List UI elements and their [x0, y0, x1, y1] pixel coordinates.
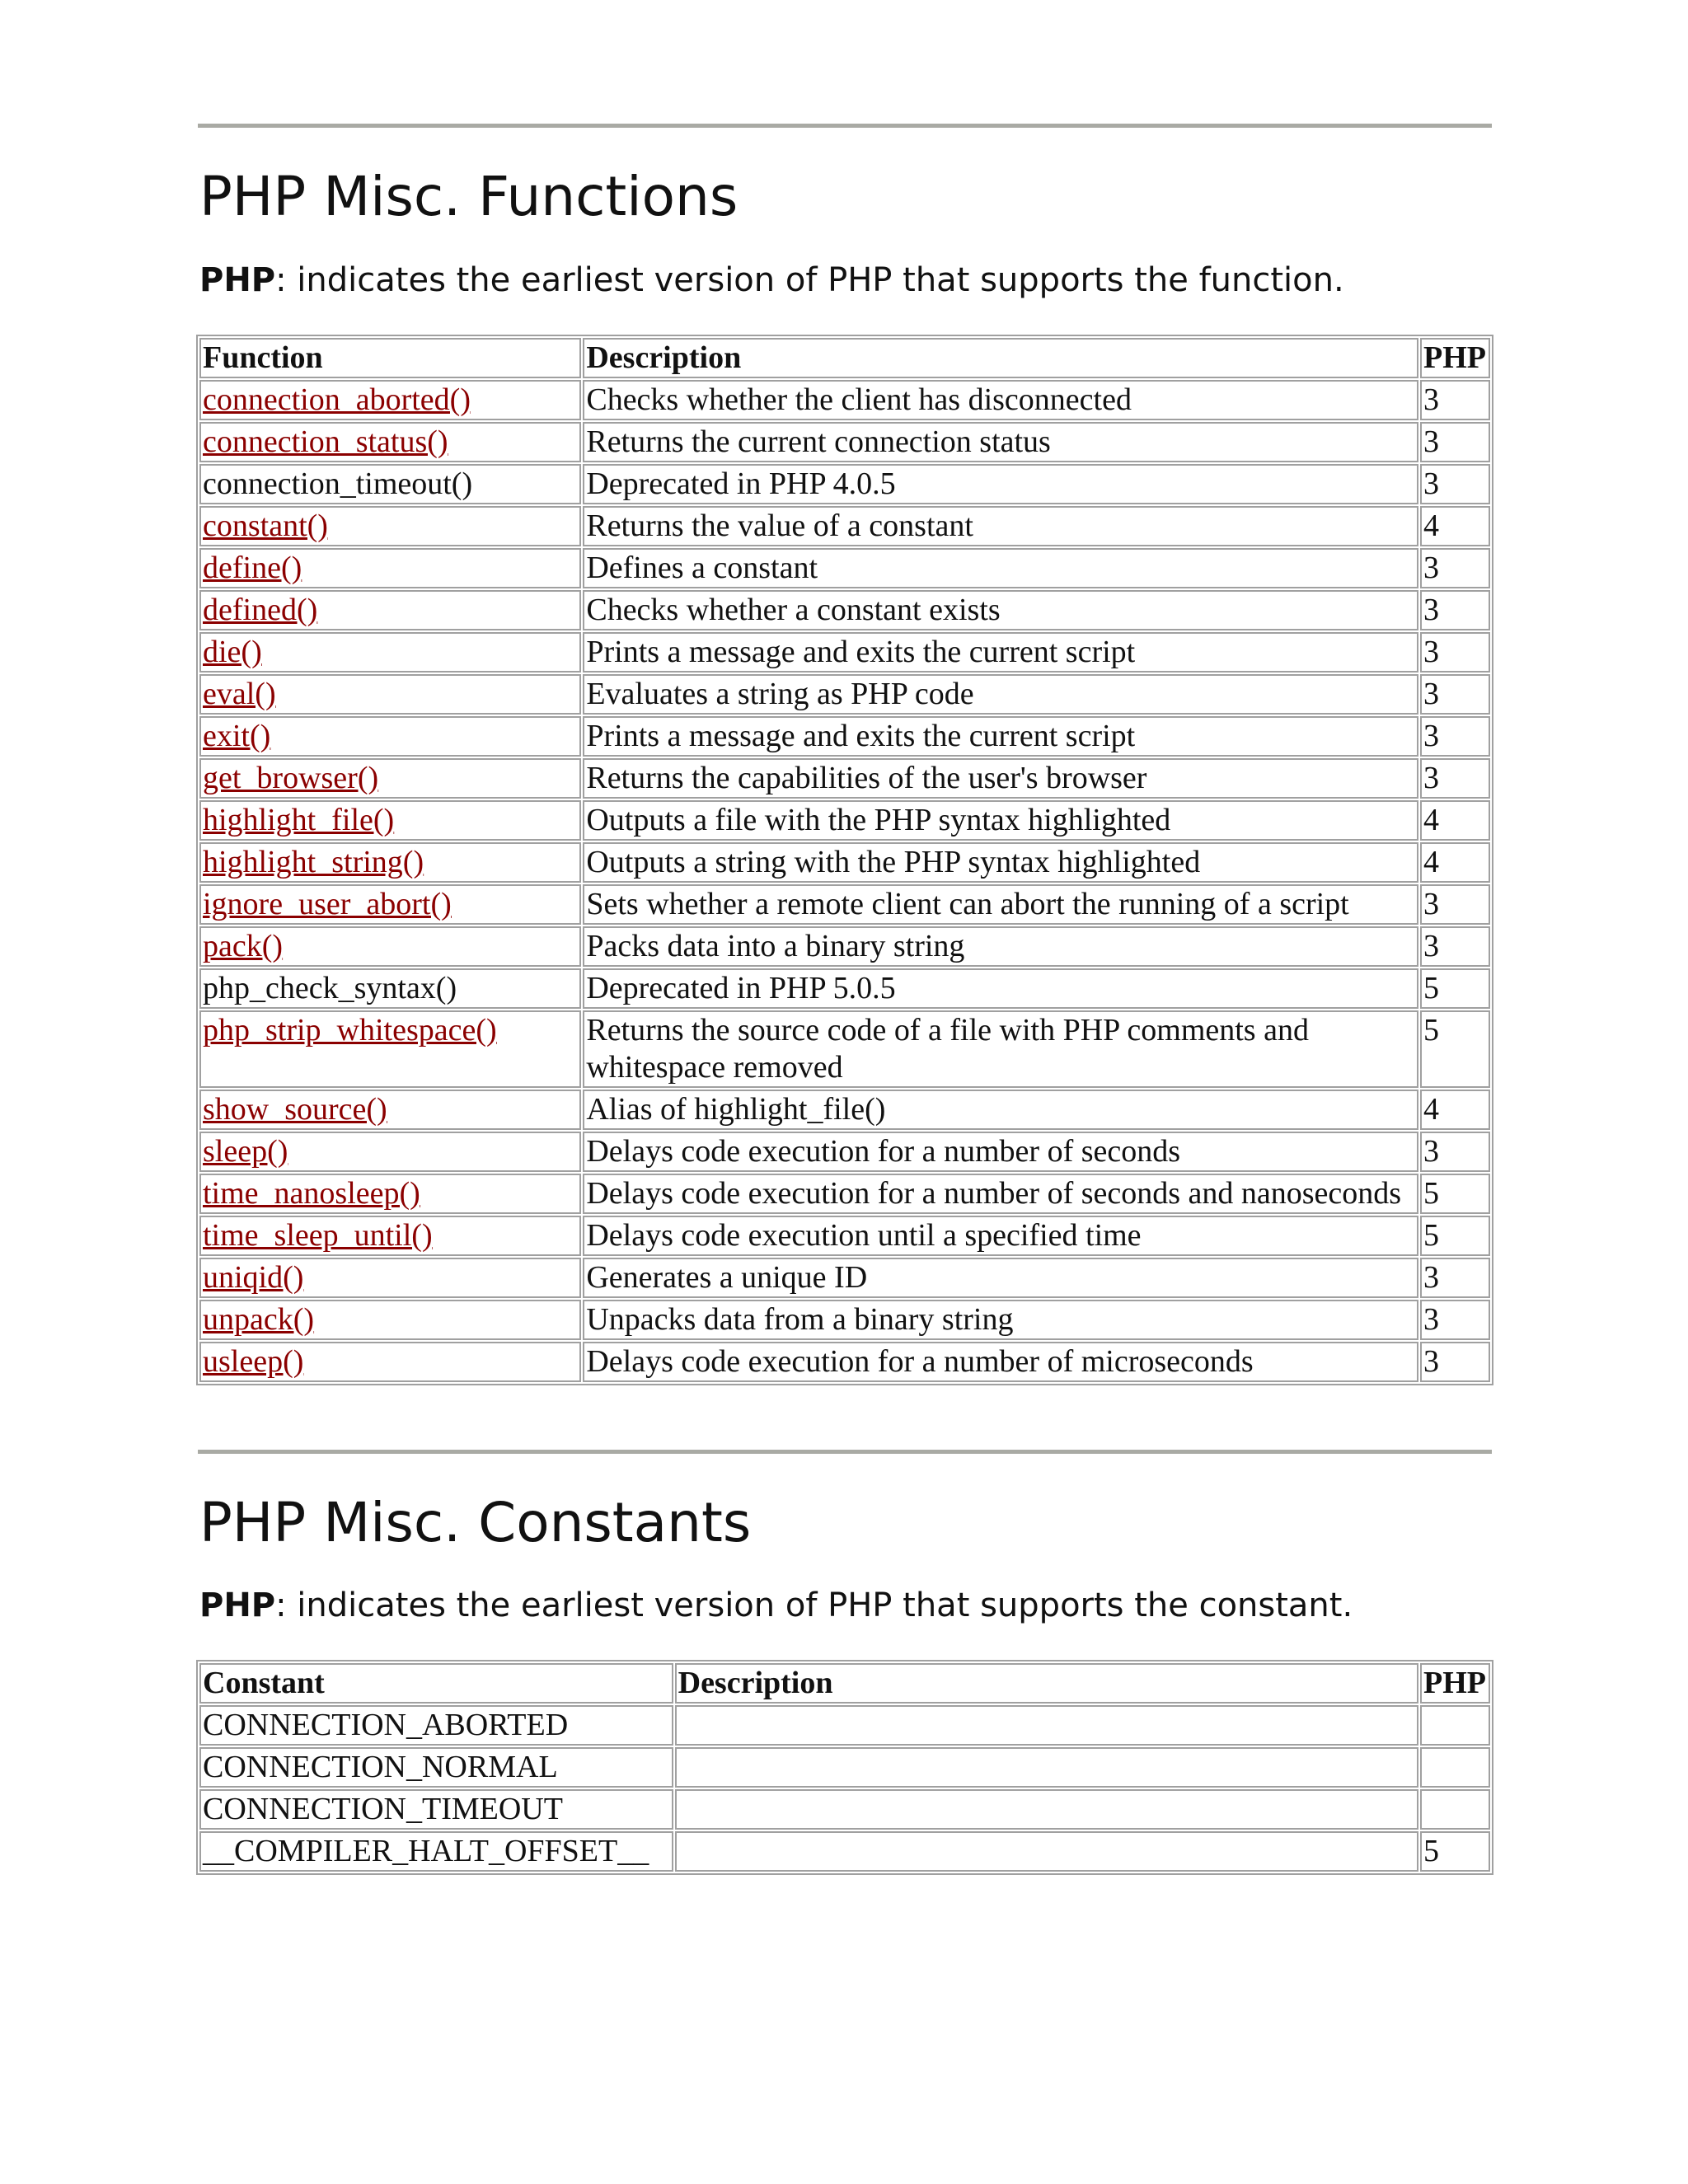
header-description: Description: [583, 338, 1418, 378]
function-link[interactable]: defined(): [203, 592, 318, 627]
table-row: [199, 506, 1490, 546]
table-row: [199, 1090, 1490, 1130]
function-link[interactable]: highlight_file(): [203, 802, 395, 837]
function-link[interactable]: connection_aborted(): [203, 382, 471, 417]
function-php-version: 5: [1420, 1216, 1490, 1256]
function-php-version: 3: [1420, 380, 1490, 420]
table-row: [199, 1010, 1490, 1088]
function-link[interactable]: eval(): [203, 676, 276, 711]
table-row: [199, 1174, 1490, 1214]
function-php-version: 3: [1420, 926, 1490, 967]
function-php-version: 5: [1420, 1174, 1490, 1214]
constant-name-cell: CONNECTION_NORMAL: [199, 1747, 673, 1788]
function-description: Prints a message and exits the current script: [583, 716, 1418, 757]
functions-title: PHP Misc. Functions: [199, 165, 738, 228]
header-constant: Constant: [199, 1663, 673, 1704]
table-row: [199, 548, 1490, 588]
header-constant-description: Description: [675, 1663, 1418, 1704]
function-link[interactable]: show_source(): [203, 1091, 387, 1127]
functions-note: [199, 260, 1492, 300]
table-row: [199, 380, 1490, 420]
top-divider: [198, 124, 1492, 128]
constants-note-label: PHP: [199, 1586, 276, 1625]
function-link[interactable]: unpack(): [203, 1301, 315, 1337]
function-description: Returns the value of a constant: [583, 506, 1418, 546]
function-name-cell: [199, 380, 581, 420]
table-row: [199, 1258, 1490, 1298]
table-row: [199, 1342, 1490, 1382]
document-page: [198, 124, 1492, 1875]
function-php-version: 3: [1420, 464, 1490, 504]
function-link[interactable]: highlight_string(): [203, 844, 424, 879]
function-name-cell: [199, 422, 581, 462]
function-description: Sets whether a remote client can abort the running of a script: [583, 884, 1418, 925]
function-name-cell: [199, 1132, 581, 1172]
function-name-cell: [199, 800, 581, 841]
constant-description-cell: [675, 1747, 1418, 1788]
function-description: Generates a unique ID: [583, 1258, 1418, 1298]
constant-name-cell: CONNECTION_TIMEOUT: [199, 1789, 673, 1830]
function-php-version: 5: [1420, 1010, 1490, 1088]
header-function: Function: [199, 338, 581, 378]
function-name-cell: [199, 1010, 581, 1088]
function-description: Returns the source code of a file with PHP comments and whitespace removed: [583, 1010, 1418, 1088]
function-description: Unpacks data from a binary string: [583, 1300, 1418, 1340]
constant-description-cell: [675, 1831, 1418, 1872]
header-constant-php: PHP: [1420, 1663, 1490, 1704]
function-php-version: 4: [1420, 1090, 1490, 1130]
function-php-version: 3: [1420, 548, 1490, 588]
table-row: [199, 716, 1490, 757]
function-name-cell: [199, 1258, 581, 1298]
function-name-cell: [199, 926, 581, 967]
function-description: Delays code execution for a number of microseconds: [583, 1342, 1418, 1382]
function-name-cell: [199, 674, 581, 715]
function-description: Alias of highlight_file(): [583, 1090, 1418, 1130]
table-row: [199, 464, 1490, 504]
table-row: [199, 422, 1490, 462]
table-row: [199, 590, 1490, 630]
function-description: Checks whether a constant exists: [583, 590, 1418, 630]
function-name-cell: [199, 1300, 581, 1340]
function-name-cell: [199, 464, 581, 504]
table-row: [199, 884, 1490, 925]
function-name-cell: [199, 884, 581, 925]
constants-note: [199, 1586, 1492, 1625]
function-link[interactable]: time_nanosleep(): [203, 1175, 420, 1211]
function-link[interactable]: pack(): [203, 928, 284, 963]
constant-php-cell: [1420, 1705, 1490, 1746]
function-link[interactable]: php_strip_whitespace(): [203, 1012, 497, 1047]
middle-divider: [198, 1450, 1492, 1454]
table-row: [199, 1216, 1490, 1256]
table-row: [199, 968, 1490, 1009]
table-row: [199, 1789, 1490, 1830]
function-description: Delays code execution until a specified time: [583, 1216, 1418, 1256]
function-php-version: 3: [1420, 1342, 1490, 1382]
functions-table: [196, 335, 1493, 1385]
constants-table-body: [199, 1705, 1490, 1872]
function-description: Packs data into a binary string: [583, 926, 1418, 967]
constants-section: [198, 1450, 1492, 1876]
function-name-cell: [199, 548, 581, 588]
functions-note-label: PHP: [199, 260, 276, 299]
constants-note-text: : indicates the earliest version of PHP that supports the constant.: [275, 1586, 1353, 1625]
function-php-version: 3: [1420, 1132, 1490, 1172]
function-php-version: 3: [1420, 758, 1490, 799]
function-link[interactable]: uniqid(): [203, 1259, 304, 1295]
table-row: [199, 1831, 1490, 1872]
function-link[interactable]: get_browser(): [203, 760, 379, 795]
function-link[interactable]: sleep(): [203, 1133, 288, 1169]
function-description: Delays code execution for a number of seconds: [583, 1132, 1418, 1172]
function-php-version: 3: [1420, 674, 1490, 715]
function-name-cell: [199, 716, 581, 757]
table-row: [199, 758, 1490, 799]
function-php-version: 4: [1420, 842, 1490, 883]
function-name-cell: [199, 968, 581, 1009]
table-row: [199, 800, 1490, 841]
function-php-version: 3: [1420, 590, 1490, 630]
function-link[interactable]: usleep(): [203, 1343, 304, 1379]
function-php-version: 3: [1420, 1300, 1490, 1340]
constant-php-cell: 5: [1420, 1831, 1490, 1872]
function-php-version: 3: [1420, 884, 1490, 925]
function-name-cell: [199, 506, 581, 546]
function-name-cell: [199, 1216, 581, 1256]
function-description: Evaluates a string as PHP code: [583, 674, 1418, 715]
constants-header-row: [199, 1663, 1490, 1704]
function-name-cell: [199, 1090, 581, 1130]
function-link[interactable]: ignore_user_abort(): [203, 886, 452, 921]
constant-php-cell: [1420, 1789, 1490, 1830]
functions-table-body: [199, 380, 1490, 1382]
function-description: Outputs a file with the PHP syntax highlighted: [583, 800, 1418, 841]
function-name-cell: [199, 1174, 581, 1214]
table-row: [199, 842, 1490, 883]
header-php: PHP: [1420, 338, 1490, 378]
function-link[interactable]: time_sleep_until(): [203, 1217, 433, 1253]
function-php-version: 5: [1420, 968, 1490, 1009]
table-row: [199, 1747, 1490, 1788]
function-description: Checks whether the client has disconnected: [583, 380, 1418, 420]
constants-table: [196, 1660, 1493, 1875]
constant-description-cell: [675, 1705, 1418, 1746]
function-name-cell: [199, 842, 581, 883]
function-php-version: 3: [1420, 632, 1490, 673]
function-description: Returns the current connection status: [583, 422, 1418, 462]
table-row: [199, 926, 1490, 967]
function-name-cell: [199, 590, 581, 630]
function-link[interactable]: define(): [203, 550, 302, 585]
function-link[interactable]: die(): [203, 634, 262, 669]
function-php-version: 3: [1420, 1258, 1490, 1298]
function-description: Delays code execution for a number of seconds and nanoseconds: [583, 1174, 1418, 1214]
constants-title: PHP Misc. Constants: [199, 1490, 752, 1554]
table-row: [199, 1705, 1490, 1746]
function-link[interactable]: constant(): [203, 508, 328, 543]
function-name: php_check_syntax(): [203, 970, 457, 1005]
function-name-cell: [199, 758, 581, 799]
function-description: Outputs a string with the PHP syntax highlighted: [583, 842, 1418, 883]
function-description: Deprecated in PHP 5.0.5: [583, 968, 1418, 1009]
function-link[interactable]: connection_status(): [203, 424, 448, 459]
constant-name-cell: CONNECTION_ABORTED: [199, 1705, 673, 1746]
constant-name-cell: __COMPILER_HALT_OFFSET__: [199, 1831, 673, 1872]
function-php-version: 4: [1420, 800, 1490, 841]
constant-php-cell: [1420, 1747, 1490, 1788]
table-row: [199, 674, 1490, 715]
function-name: connection_timeout(): [203, 466, 473, 501]
functions-note-text: : indicates the earliest version of PHP that supports the function.: [275, 260, 1344, 299]
function-name-cell: [199, 632, 581, 673]
function-description: Defines a constant: [583, 548, 1418, 588]
function-php-version: 3: [1420, 716, 1490, 757]
table-row: [199, 1300, 1490, 1340]
function-php-version: 4: [1420, 506, 1490, 546]
table-row: [199, 1132, 1490, 1172]
function-name-cell: [199, 1342, 581, 1382]
function-description: Deprecated in PHP 4.0.5: [583, 464, 1418, 504]
functions-header-row: [199, 338, 1490, 378]
function-link[interactable]: exit(): [203, 718, 271, 753]
function-description: Prints a message and exits the current script: [583, 632, 1418, 673]
function-description: Returns the capabilities of the user's browser: [583, 758, 1418, 799]
function-php-version: 3: [1420, 422, 1490, 462]
constant-description-cell: [675, 1789, 1418, 1830]
table-row: [199, 632, 1490, 673]
